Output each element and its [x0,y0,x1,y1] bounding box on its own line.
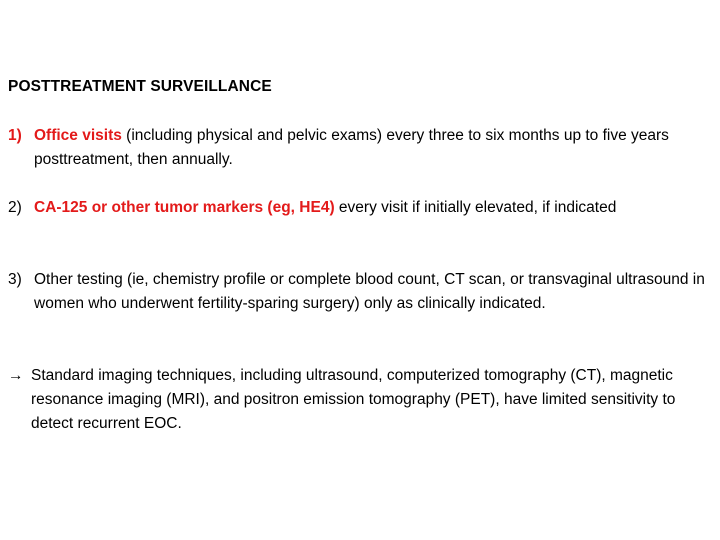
item-text: (including physical and pelvic exams) every three to six months up to five years posttreatment, then annually. [34,127,669,168]
item-highlight: CA-125 or other tumor markers (eg, HE4) [34,199,335,216]
note-text: Standard imaging techniques, including ultrasound, computerized tomography (CT), magnetic resonance imaging (MRI), and positron emission tomography (PET), have limited sensitivity to detect recurrent EOC. [31,367,676,432]
item-text: Other testing (ie, chemistry profile or complete blood count, CT scan, or transvaginal ultrasound in women who underwent fertility-sparing surgery) only as clinically indicated. [34,271,705,312]
slide-title: POSTTREATMENT SURVEILLANCE [8,78,272,95]
slide [8,0,714,540]
item-body [34,124,712,172]
arrow-right-icon: → [8,367,24,384]
list-item-other-testing [8,268,712,316]
item-number: 2) [8,199,22,216]
list-item-office-visits [8,124,712,172]
list-item-tumor-markers [8,196,712,220]
item-text: every visit if initially elevated, if indicated [334,199,617,216]
item-number: 1) [8,127,22,144]
imaging-note [8,364,714,436]
item-highlight: Office visits [34,127,122,144]
item-number: 3) [8,271,22,288]
item-body [34,196,712,220]
item-body [34,268,712,316]
